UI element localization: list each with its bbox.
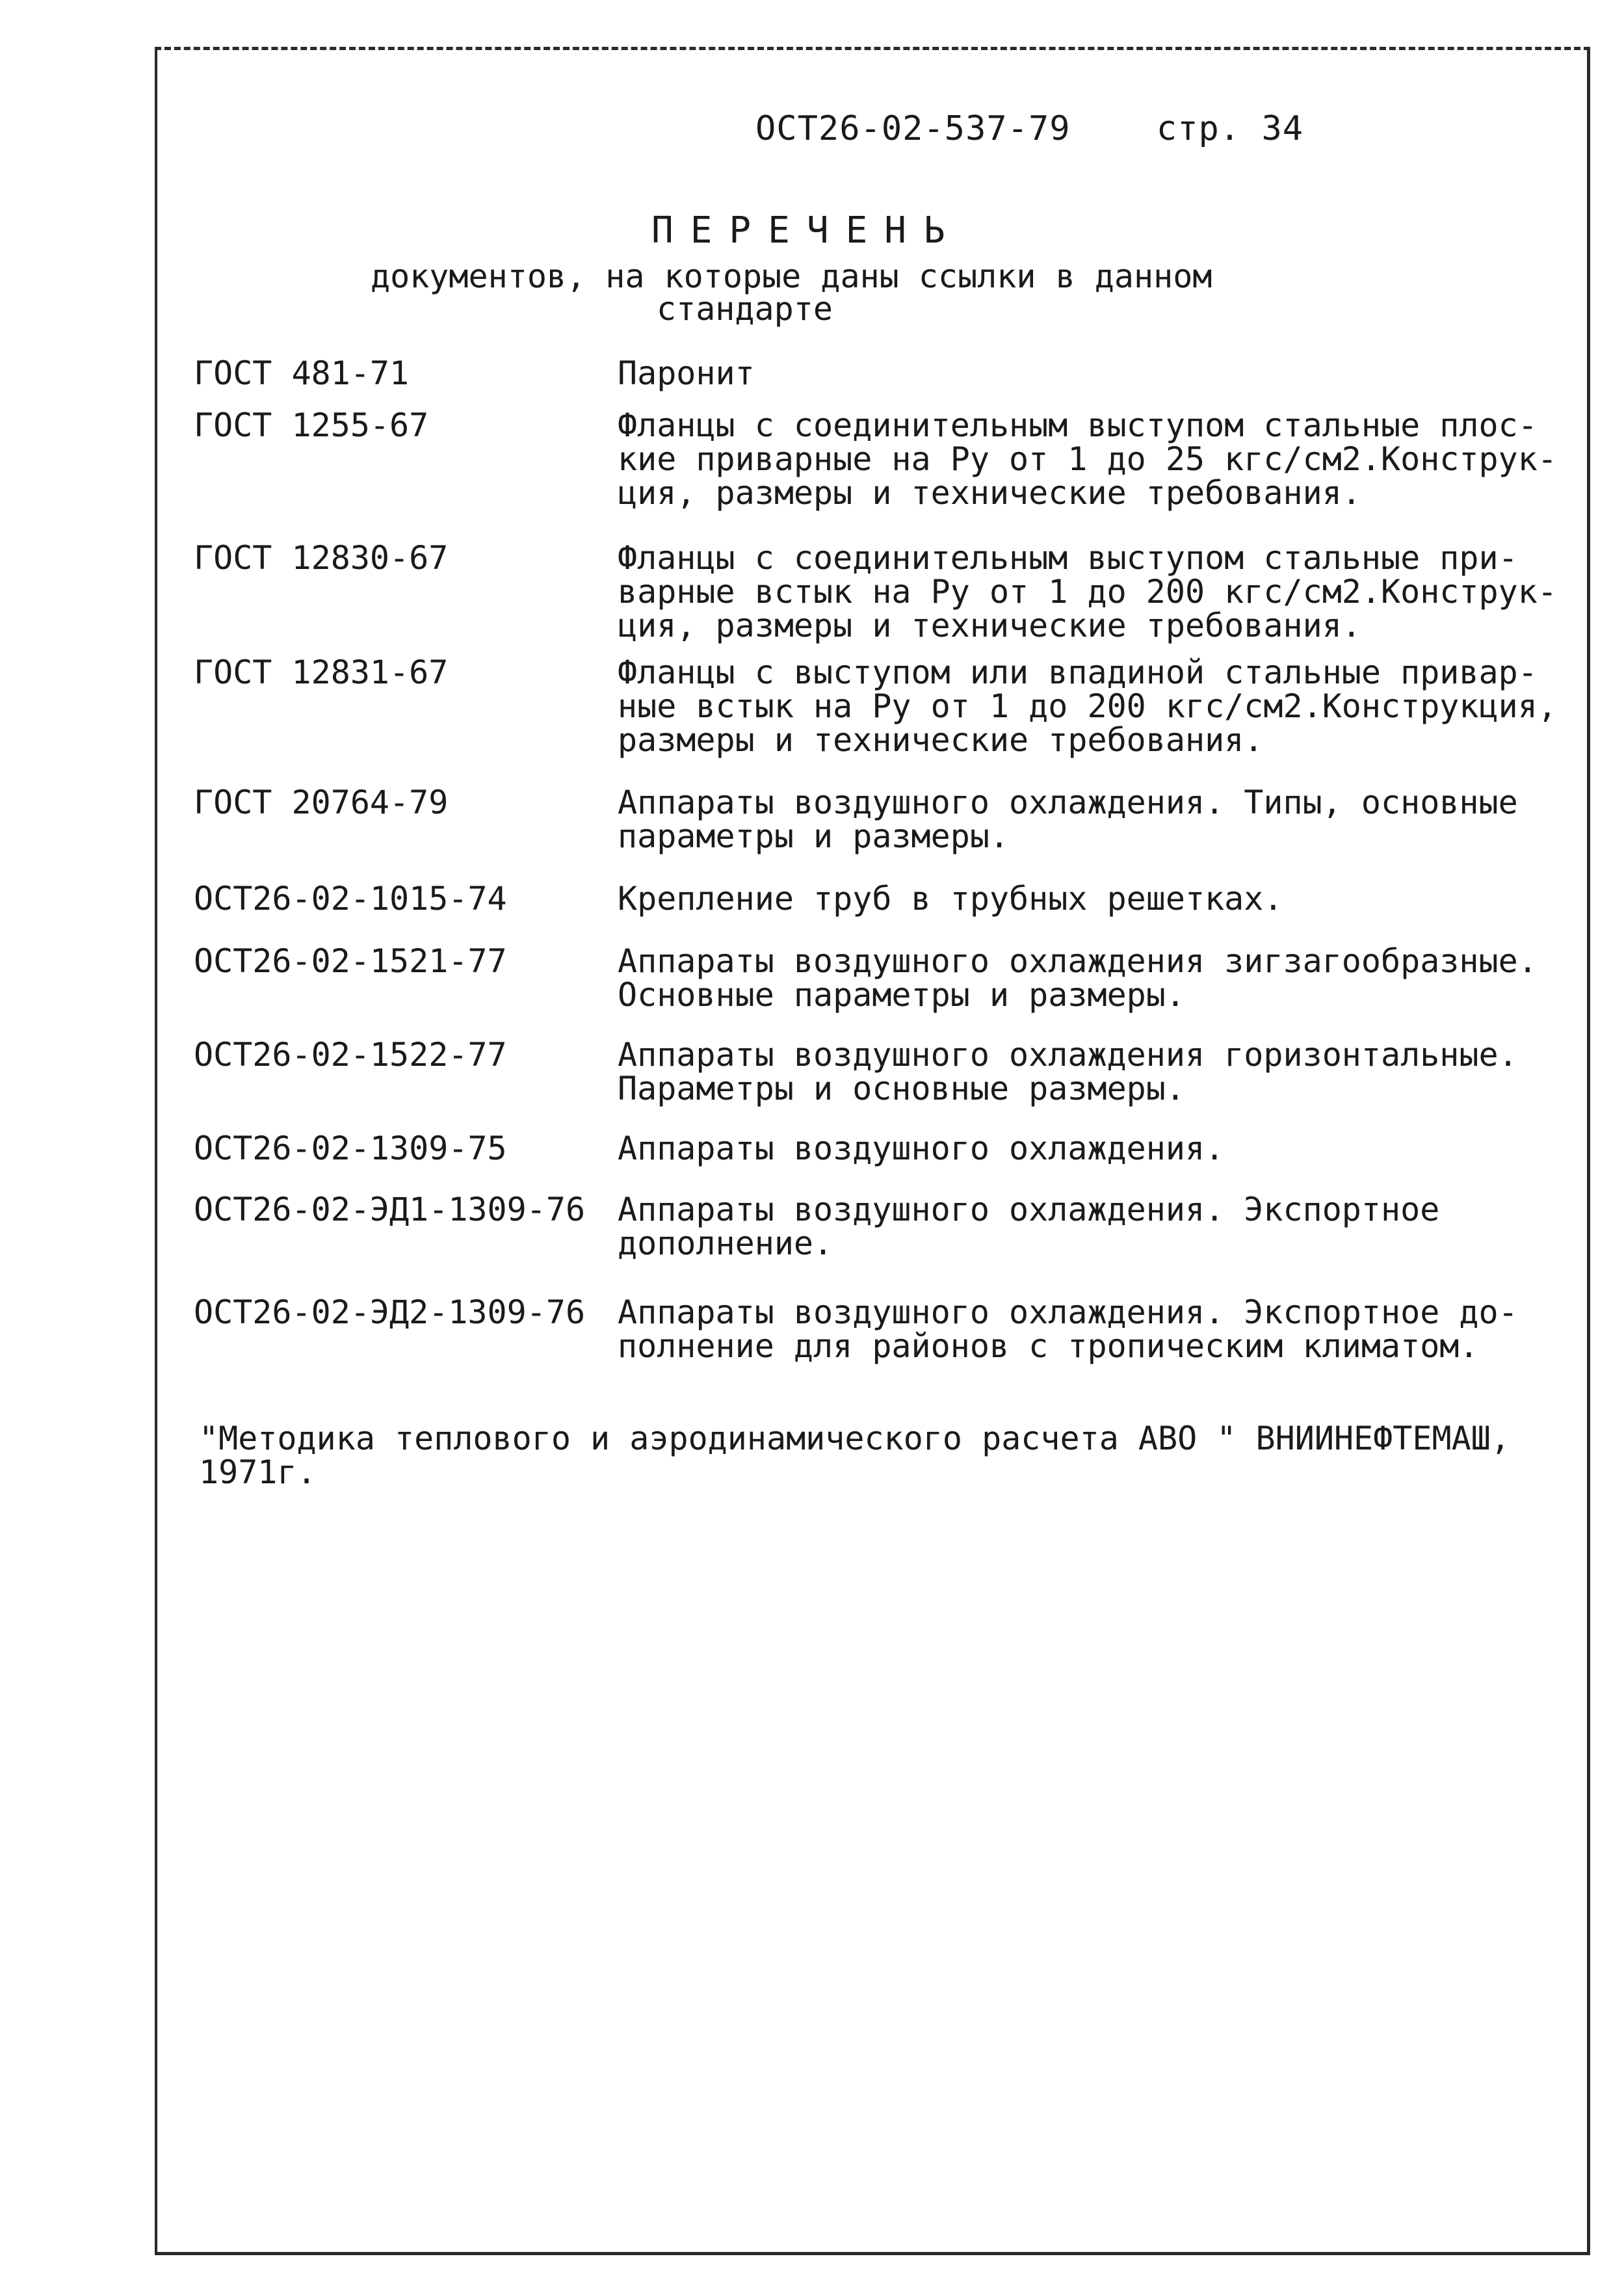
page-header [755, 109, 1303, 148]
list-subtitle [371, 258, 1212, 328]
reference-entry [194, 1295, 1585, 1363]
reference-entry [194, 944, 1585, 1012]
reference-list [194, 356, 1585, 1363]
reference-code: ОСТ26-02-1522-77 [194, 1036, 507, 1074]
reference-entry [194, 408, 1585, 510]
reference-entry [194, 1038, 1585, 1105]
reference-description: Аппараты воздушного охлаждения. Экспортное дополнение. [618, 1191, 1440, 1262]
reference-description: Аппараты воздушного охлаждения. Экспортное до- полнение для районов с тропическим климатом. [618, 1293, 1518, 1365]
page-number: стр. 34 [1156, 109, 1304, 148]
reference-entry [194, 786, 1585, 853]
reference-description: Крепление труб в трубных решетках. [618, 880, 1283, 918]
reference-code: ГОСТ 12830-67 [194, 539, 449, 577]
reference-description: Фланцы с соединительным выступом стальные при- варные встык на Ру от 1 до 200 кгс/см2.Конструк- ция, размеры и технические требования. [618, 539, 1557, 644]
reference-entry [194, 541, 1585, 642]
reference-code: ГОСТ 481-71 [194, 354, 410, 392]
reference-description: Фланцы с соединительным выступом стальные плос- кие приварные на Ру от 1 до 25 кгс/см2.Конструк- ция, размеры и технические требования. [618, 406, 1557, 512]
reference-code: ОСТ26-02-ЭД2-1309-76 [194, 1293, 586, 1331]
reference-description: Паронит [618, 354, 755, 392]
reference-code: ОСТ26-02-ЭД1-1309-76 [194, 1191, 586, 1228]
subtitle-line-2: стандарте [657, 290, 833, 328]
reference-entry [194, 356, 1585, 390]
reference-entry [194, 1193, 1585, 1260]
reference-code: ГОСТ 20764-79 [194, 784, 449, 821]
reference-entry [194, 1131, 1585, 1165]
reference-description: Фланцы с выступом или впадиной стальные привар- ные встык на Ру от 1 до 200 кгс/см2.Конструкция, размеры и технические требования. [618, 654, 1557, 759]
reference-entry [194, 882, 1585, 916]
reference-description: Аппараты воздушного охлаждения горизонтальные. Параметры и основные размеры. [618, 1036, 1518, 1107]
reference-description: Аппараты воздушного охлаждения. [618, 1130, 1225, 1167]
reference-code: ОСТ26-02-1015-74 [194, 880, 507, 918]
reference-entry [194, 655, 1585, 757]
document-code: ОСТ26-02-537-79 [755, 109, 1071, 148]
list-title: ПЕРЕЧЕНЬ [651, 209, 962, 252]
reference-code: ГОСТ 12831-67 [194, 654, 449, 691]
reference-code: ОСТ26-02-1309-75 [194, 1130, 507, 1167]
methodology-footnote: "Методика теплового и аэродинамического расчета АВО " ВНИИНЕФТЕМАШ, 1971г. [199, 1420, 1510, 1491]
subtitle-line-1: документов, на которые даны ссылки в данном [371, 258, 1212, 295]
reference-description: Аппараты воздушного охлаждения зигзагообразные. Основные параметры и размеры. [618, 942, 1538, 1014]
reference-code: ОСТ26-02-1521-77 [194, 942, 507, 980]
reference-code: ГОСТ 1255-67 [194, 406, 429, 444]
reference-description: Аппараты воздушного охлаждения. Типы, основные параметры и размеры. [618, 784, 1518, 855]
